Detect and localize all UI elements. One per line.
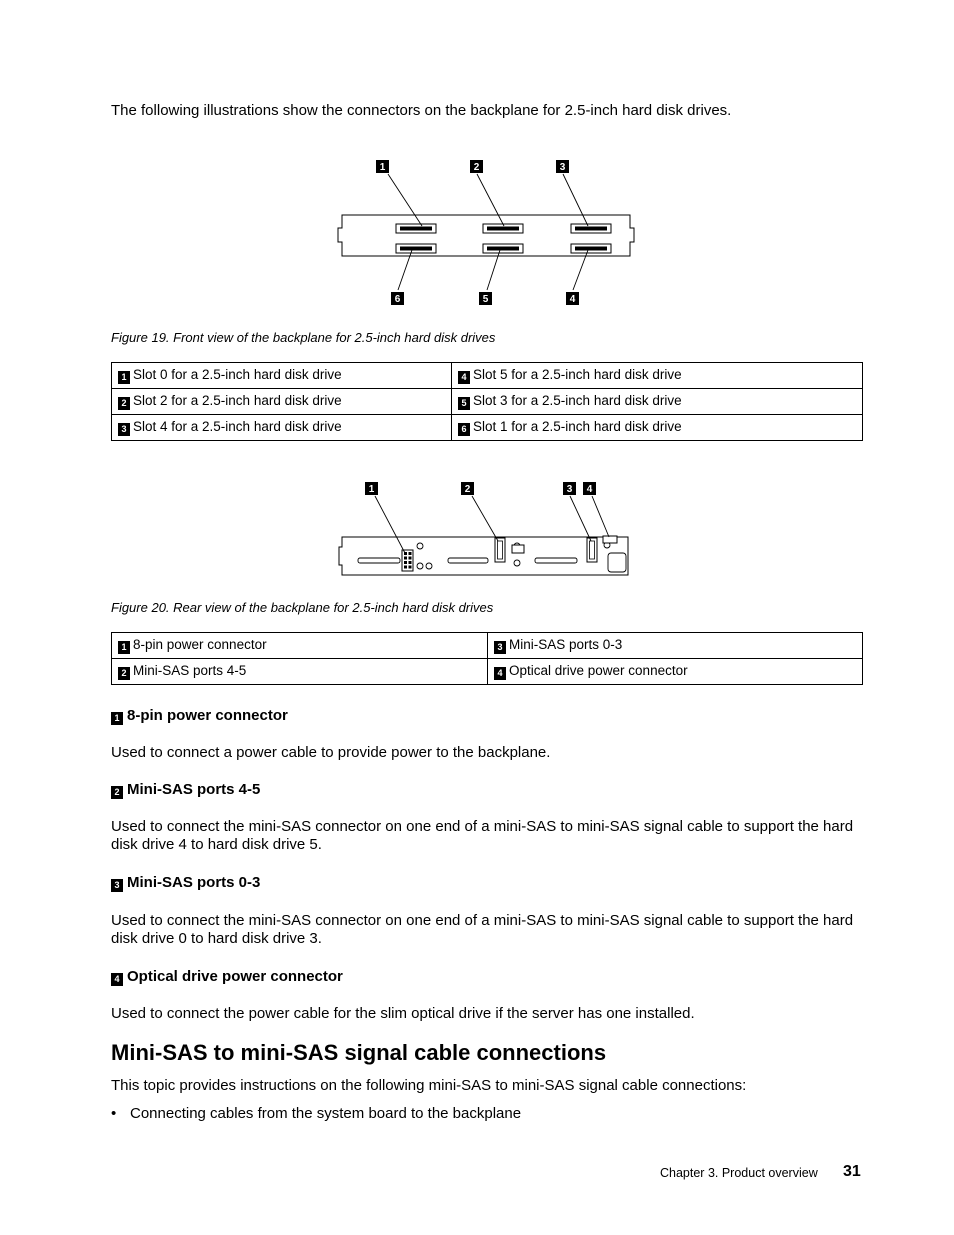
callout-badge: 4 xyxy=(111,973,123,986)
callout-badge: 2 xyxy=(111,786,123,799)
desc-title: Optical drive power connector xyxy=(127,968,343,985)
figure-19-legend-table xyxy=(111,362,863,441)
desc-heading-power-connector xyxy=(111,707,288,725)
callout-badge: 3 xyxy=(118,423,130,436)
callout-label: 4 xyxy=(569,294,576,305)
list-item xyxy=(111,1105,521,1122)
legend-text: Slot 0 for a 2.5-inch hard disk drive xyxy=(133,367,342,382)
callout-label: 3 xyxy=(559,162,566,173)
optical-power-connector xyxy=(603,536,617,543)
figure-20-legend-table xyxy=(111,632,863,685)
callout-label: 1 xyxy=(368,484,375,495)
callout-label: 1 xyxy=(379,162,386,173)
desc-body-mini-sas-0-3: Used to connect the mini-SAS connector on one end of a mini-SAS to mini-SAS signal cable to support the hard disk drive 0 to hard disk drive 3. xyxy=(111,912,854,947)
desc-title: Mini-SAS ports 4-5 xyxy=(127,781,261,798)
callout-badge: 4 xyxy=(458,371,470,384)
bottom-connectors xyxy=(396,244,611,253)
callout-1-badge xyxy=(365,482,378,495)
footer-chapter: Chapter 3. Product overview xyxy=(660,1166,818,1180)
legend-text: Slot 5 for a 2.5-inch hard disk drive xyxy=(473,367,682,382)
callout-5-badge xyxy=(479,292,492,305)
callout-label: 2 xyxy=(464,484,471,495)
desc-body-optical-power: Used to connect the power cable for the slim optical drive if the server has one installed. xyxy=(111,1005,695,1022)
callout-badge: 5 xyxy=(458,397,470,410)
intro-paragraph: The following illustrations show the connectors on the backplane for 2.5-inch hard disk drives. xyxy=(111,102,732,119)
legend-text: Slot 1 for a 2.5-inch hard disk drive xyxy=(473,419,682,434)
desc-body-power-connector: Used to connect a power cable to provide power to the backplane. xyxy=(111,744,551,761)
table-row xyxy=(112,415,863,441)
desc-body-mini-sas-4-5: Used to connect the mini-SAS connector on one end of a mini-SAS to mini-SAS signal cable to support the hard disk drive 4 to hard disk drive 5. xyxy=(111,818,854,853)
callout-badge: 1 xyxy=(118,371,130,384)
callout-3-badge xyxy=(563,482,576,495)
table-row xyxy=(112,659,863,685)
desc-title: 8-pin power connector xyxy=(127,707,288,724)
callout-4-badge xyxy=(583,482,596,495)
callout-label: 4 xyxy=(586,484,593,495)
callout-label: 2 xyxy=(473,162,480,173)
legend-text: Slot 2 for a 2.5-inch hard disk drive xyxy=(133,393,342,408)
callout-badge: 2 xyxy=(118,397,130,410)
table-row xyxy=(112,389,863,415)
legend-text: Optical drive power connector xyxy=(509,663,688,678)
figure-20-rear-backplane xyxy=(330,475,640,585)
callout-4-badge xyxy=(566,292,579,305)
table-row xyxy=(112,633,863,659)
callout-badge: 1 xyxy=(118,641,130,654)
callout-badge: 3 xyxy=(494,641,506,654)
mini-sas-0-3-port xyxy=(587,538,597,562)
legend-text: Mini-SAS ports 0-3 xyxy=(509,637,623,652)
figure-19-front-backplane xyxy=(330,150,640,310)
callout-badge: 1 xyxy=(111,712,123,725)
callout-badge: 2 xyxy=(118,667,130,680)
backplane-board-outline xyxy=(339,537,628,575)
figure-19-caption: Figure 19. Front view of the backplane for 2.5-inch hard disk drives xyxy=(111,330,496,345)
power-connector-8pin xyxy=(402,550,413,571)
callout-badge: 4 xyxy=(494,667,506,680)
list-item-text: Connecting cables from the system board to the backplane xyxy=(130,1105,522,1122)
figure-20-caption: Figure 20. Rear view of the backplane for 2.5-inch hard disk drives xyxy=(111,600,494,615)
callout-1-badge xyxy=(376,160,389,173)
desc-heading-mini-sas-4-5 xyxy=(111,781,260,799)
callout-label: 5 xyxy=(482,294,489,305)
legend-text: 8-pin power connector xyxy=(133,637,267,652)
callout-3-badge xyxy=(556,160,569,173)
desc-title: Mini-SAS ports 0-3 xyxy=(127,874,261,891)
callout-badge: 6 xyxy=(458,423,470,436)
section-title: Mini-SAS to mini-SAS signal cable connections xyxy=(111,1040,607,1065)
desc-heading-optical-power xyxy=(111,968,343,986)
bullet-symbol: • xyxy=(111,1105,117,1122)
callout-label: 3 xyxy=(566,484,573,495)
callout-2-badge xyxy=(461,482,474,495)
legend-text: Slot 4 for a 2.5-inch hard disk drive xyxy=(133,419,342,434)
legend-text: Slot 3 for a 2.5-inch hard disk drive xyxy=(473,393,682,408)
callout-badge: 3 xyxy=(111,879,123,892)
table-row xyxy=(112,363,863,389)
callout-label: 6 xyxy=(394,294,401,305)
callout-2-badge xyxy=(470,160,483,173)
section-intro: This topic provides instructions on the following mini-SAS to mini-SAS signal cable connections: xyxy=(111,1077,747,1094)
page-number: 31 xyxy=(843,1163,861,1180)
desc-heading-mini-sas-0-3 xyxy=(111,874,260,892)
callout-6-badge xyxy=(391,292,404,305)
legend-text: Mini-SAS ports 4-5 xyxy=(133,663,247,678)
